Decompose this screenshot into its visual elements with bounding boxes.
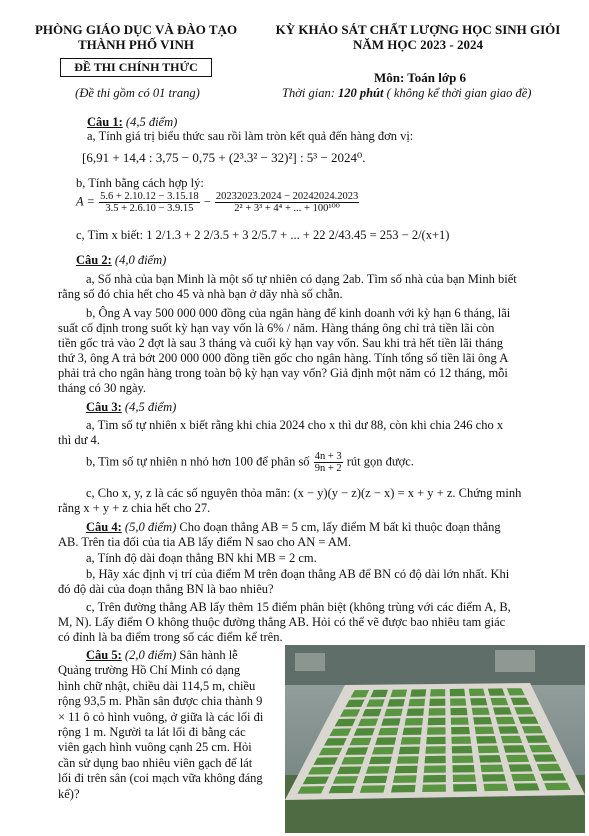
grass-tile [390,690,407,698]
q1-c [76,228,449,243]
grass-tile [345,747,368,755]
q5-line10: kể)? [58,786,80,801]
q5-block [58,648,280,802]
grass-tile [472,708,490,715]
q5-line7: viên gạch hình vuông cạnh 25 cm. Hỏi [58,740,252,755]
q3-b-fraction-num: 4n + 3 [314,451,342,462]
q4-b-line2: đó độ dài của đoạn thẳng BN là bao nhiêu? [58,582,274,596]
q2-title: Câu 2: [76,253,112,267]
grass-tile [425,746,445,754]
grass-tile [333,776,358,784]
grass-tile [405,718,424,726]
time-info [282,86,531,101]
grass-tile [408,699,425,707]
q3-a-line2: thì dư 4. [58,433,100,447]
grass-tile [319,748,343,756]
q4-heading [86,520,549,535]
grass-tile [308,767,333,775]
grass-tile [337,767,362,775]
q1-heading [87,115,549,130]
q1-b-minus: − [203,194,211,209]
grass-tile [490,698,508,705]
grass-tile [511,774,536,782]
q1-b-text: b, Tính bằng cách hợp lý: [76,176,204,190]
grass-tile [387,699,405,707]
grass-tile [426,737,445,745]
grass-tile [425,756,446,764]
q4-a: a, Tính độ dài đoạn thẳng BN khi MB = 2 cm. [86,551,317,565]
q4-title: Câu 4: [86,520,122,534]
pages-note: (Đề thi gồm có 01 trang) [75,86,200,100]
q5-line9: lối đi trên sân (coi mạch vữa không đáng [58,771,263,786]
q3-c-line1: c, Cho x, y, z là các số nguyên thỏa mãn: (x − y)(y − z)(z − x) = x + y + z. Chứng minh [86,486,522,500]
exam-title [258,22,578,52]
grass-tile [481,765,504,773]
grass-tile [428,718,446,726]
q2-b-line3: tiền gốc trả vào 2 đợt là sau 3 tháng và cuối kỳ hạn vay vốn. Sau khi trả hết tiền lãi tháng [58,336,504,350]
grass-tile [451,736,471,744]
grass-tile [496,717,516,724]
q3-b-fraction [314,451,343,474]
grass-tile [429,708,446,716]
q5-line5: × 11 ô cỏ hình vuông, ở giữa là các lối đi [58,709,264,724]
grass-tile [479,755,501,763]
grass-tile [501,736,522,743]
grass-tile [506,755,529,763]
exam-title-line2: NĂM HỌC 2023 - 2024 [353,37,483,52]
grass-tile [329,786,355,794]
grass-tile [427,727,446,735]
q5-line2: Quảng trường Hồ Chí Minh có dạng [58,663,241,678]
grass-tile [372,747,394,755]
q3-b-prefix: b, Tìm số tự nhiên n nhỏ hơn 100 để phân số [86,454,310,469]
grass-tile [470,698,487,705]
q1-b-lhs: A = [76,194,95,209]
q3-heading [86,400,549,415]
q2-heading [76,253,549,268]
grass-tile [397,756,419,764]
grass-tile [350,738,372,746]
department-line2: THÀNH PHỐ VINH [77,37,195,52]
grass-tile [391,785,416,793]
q1-c-prefix: c, Tìm x biết: [76,228,144,242]
grass-tile [424,765,446,773]
q3-points: (4,5 điểm) [121,400,177,414]
grass-tile [453,784,477,792]
grass-tile [544,783,571,791]
q5-line6: rộng 1 m. Người ta lát lối đi bằng các [58,725,246,740]
q4-points: (5,0 điểm) [121,520,177,534]
q1-b-fraction-1 [99,191,199,214]
q4-c-line2: M, N). Lấy điểm O không thuộc đường thẳng AB. Hỏi có thể vẽ được bao nhiêu tam giác [58,615,506,629]
grass-tile [451,727,470,735]
grass-tile [509,764,533,772]
grass-tile [526,735,548,743]
grass-tile [482,774,506,782]
grass-tile [384,709,403,717]
grass-tile [362,709,381,717]
grass-tile [430,689,445,696]
grass-tile [354,728,375,736]
grass-tile [358,719,378,727]
grass-tile [375,737,396,745]
grass-tile [429,699,445,706]
q2-b-line1: b, Ông A vay 500 000 000 đồng của ngân hàng để kinh doanh với kỳ hạn 6 tháng, lãi [86,306,511,320]
q4-c-line3: có đỉnh là ba điểm trong số các điểm kể trên. [58,630,283,644]
grass-tile [498,726,519,733]
q1-c-expression: 1 2/1.3 + 2 2/3.5 + 3 2/5.7 + ... + 22 2/43.45 = 253 − 2/(x+1) [146,228,450,242]
q4-intro-line1: Cho đoạn thẳng AB = 5 cm, lấy điểm M bất kì thuộc đoạn thẳng [176,520,501,534]
time-value: 120 phút [337,86,384,100]
grass-tile [410,689,426,696]
q1-b-fraction-2 [215,191,359,214]
q3-b [86,451,414,474]
grass-tile [303,777,329,785]
q3-a-line1: a, Tìm số tự nhiên x biết rằng khi chia 2024 cho x thì dư 88, còn khi chia 246 cho x [86,418,504,432]
grass-tile [406,708,424,716]
grass-tile [450,689,465,697]
grass-tile [452,756,473,764]
q2-a-line1: a, Số nhà của bạn Minh là một số tự nhiên có dạng 2ab. Tìm số nhà của bạn Minh biết [86,272,517,286]
q1-b-fraction-2-num: 20232023.2024 − 20242024.2023 [215,191,359,202]
q1-title: Câu 1: [87,115,123,129]
q1-b-fraction-1-num: 5.6 + 2.10.12 − 3.15.18 [100,191,199,202]
grass-tile [529,745,552,753]
q5-points: (2,0 điểm) [121,648,177,662]
q2-b-line5: phải trả cho ngân hàng trong toàn bộ kỳ hạn vay vốn? Giả định một năm có 12 tháng, mỗi [58,366,508,380]
q4-c-line1: c, Trên đường thẳng AB lấy thêm 15 điểm phân biệt (không trùng với các điểm A, B, [86,600,511,614]
q5-heading [58,648,280,663]
grass-tile [313,757,338,765]
grass-tile [369,757,392,765]
q1-b-fraction-1-den: 3.5 + 2.6.10 − 3.9.15 [105,203,194,214]
time-label: Thời gian: [282,86,338,100]
q2-a-line2: rằng số đó chia hết cho 45 và nhà bạn ở dãy nhà số chẵn. [58,287,343,301]
q2-b-line2: suất cố định trong suốt kỳ hạn vay vốn là 6% / năm. Hàng tháng ông chỉ trả tiền lãi còn [58,321,495,335]
grass-tile [450,708,467,715]
grass-tile [363,776,388,784]
grass-tile [514,783,540,791]
grass-tile [478,746,499,754]
grass-tile [469,689,485,696]
q3-b-fraction-den: 9n + 2 [314,463,342,474]
grass-tile [450,698,466,705]
grass-tile [423,775,446,783]
square-photo [285,645,585,833]
q2-points: (4,0 điểm) [111,253,167,267]
department-name [30,22,242,52]
q1-b-expression [76,191,360,214]
grass-tile [475,727,495,735]
q3-c-line2: rằng x + y + z chia hết cho 27. [58,501,211,515]
grass-tile [537,764,562,772]
grass-tile [503,745,525,753]
q1-b-fraction-2-den: 2² + 3³ + 4⁴ + ... + 100¹⁰⁰ [234,203,340,214]
q5-line1: Sân hành lễ [176,648,238,662]
q2-b-line6: tháng có 30 ngày. [58,381,147,395]
grass-tile [393,775,417,783]
grass-tile [451,717,469,724]
grass-tile [473,717,492,724]
grass-tile [522,726,543,733]
grass-tile [297,786,324,794]
exam-title-line1: KỲ KHẢO SÁT CHẤT LƯỢNG HỌC SINH GIỎI [275,22,561,37]
grass-tile [518,717,539,724]
grass-tile [540,773,566,781]
time-note: ( không kể thời gian giao đề) [383,86,532,100]
q3-title: Câu 3: [86,400,122,414]
grass-tile [453,765,475,773]
grass-tile [366,766,390,774]
q4-b-line1: b, Hãy xác định vị trí của điểm M trên đoạn thẳng AB để BN có độ dài lớn nhất. Khi [86,567,510,581]
grass-tile [484,784,509,792]
grass-tile [403,728,422,736]
department-line1: PHÒNG GIÁO DỤC VÀ ĐÀO TẠO [34,22,238,37]
grass-tile [378,728,398,736]
square-photo-svg [285,645,585,833]
grass-tile [476,736,497,744]
subject: Môn: Toán lớp 6 [373,70,467,85]
q5-line8: cần sử dụng bao nhiêu viên gạch để lát [58,755,253,770]
q4-intro-line2: AB. Trên tia đối của tia AB lấy điểm N sao cho AN = AM. [58,535,352,549]
q1-a-expression: [6,91 + 14,4 : 3,75 − 0,75 + (2³.3² − 32)²] : 5³ − 2024⁰. [82,150,366,165]
grass-tile [533,754,557,761]
q3-b-suffix: rút gọn được. [346,454,414,469]
q1-points: (4,5 điểm) [122,115,178,129]
grass-tile [360,785,385,793]
grass-tile [341,757,365,765]
grass-tile [493,707,512,715]
q5-line3: hình chữ nhật, chiều dài 114,5 m, chiều [58,678,256,693]
grass-tile [399,747,420,755]
grass-tile [401,737,421,745]
q5-title: Câu 5: [86,648,122,662]
q1-a-text: a, Tính giá trị biểu thức sau rồi làm tròn kết quả đến hàng đơn vị: [87,129,414,143]
grass-tile [452,746,473,754]
q2-b-line4: thứ 3, ông A trả bớt 200 000 000 đồng tiền gốc cho ngân hàng. Tính tổng số tiền lãi ông A [58,351,509,365]
grass-tile [395,766,418,774]
grass-tile [488,688,505,695]
official-label: ĐỀ THI CHÍNH THỨC [60,58,212,77]
grass-tile [453,775,476,783]
grass-tile [422,784,446,792]
q5-line4: rộng 93,5 m. Phần sân được chia thành 9 [58,694,263,709]
grass-tile [381,718,400,726]
